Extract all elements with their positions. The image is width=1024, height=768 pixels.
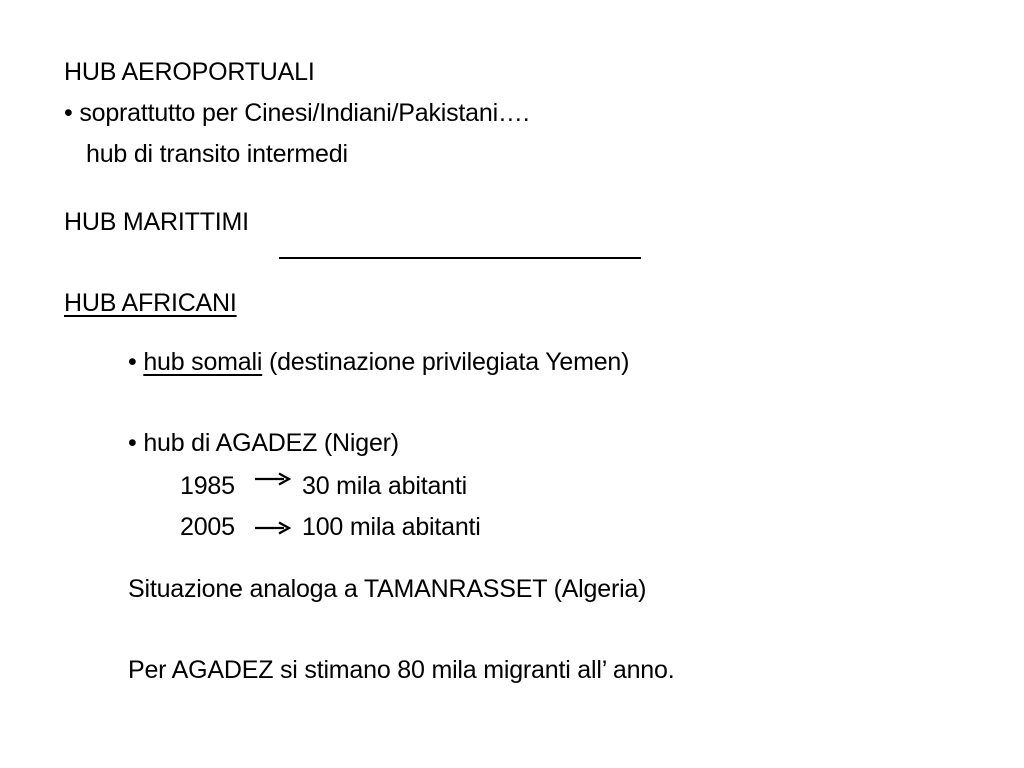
heading-african-hubs: HUB AFRICANI [64, 289, 237, 317]
bullet-symbol: • [64, 99, 73, 127]
right-arrow-icon [254, 521, 292, 535]
heading-air-hubs: HUB AEROPORTUALI [64, 58, 315, 86]
air-hubs-continuation: hub di transito intermedi [86, 140, 348, 168]
note-tamanrasset: Situazione analoga a TAMANRASSET (Algeria) [128, 575, 647, 603]
note-agadez-migrants: Per AGADEZ si stimano 80 mila migranti all’ anno. [128, 656, 675, 684]
agadez-year-1985: 1985 [180, 472, 235, 500]
agadez-year-2005: 2005 [180, 513, 235, 541]
bullet-symbol: • [128, 429, 137, 457]
somali-hub-label: hub somali [143, 348, 263, 376]
right-arrow-icon [254, 472, 292, 486]
agadez-population-2005: 100 mila abitanti [302, 513, 481, 541]
blank-fill-line [279, 257, 641, 259]
agadez-hub-label: hub di AGADEZ (Niger) [143, 429, 399, 457]
bullet-air-hubs-text: soprattutto per Cinesi/Indiani/Pakistani…. [79, 99, 530, 127]
bullet-air-hubs [64, 98, 529, 128]
somali-hub-detail: (destinazione privilegiata Yemen) [268, 348, 630, 376]
bullet-somali-hub [128, 347, 629, 377]
bullet-symbol: • [128, 348, 137, 376]
agadez-population-1985: 30 mila abitanti [302, 472, 467, 500]
bullet-agadez-hub [128, 428, 399, 458]
heading-sea-hubs: HUB MARITTIMI [64, 208, 249, 236]
